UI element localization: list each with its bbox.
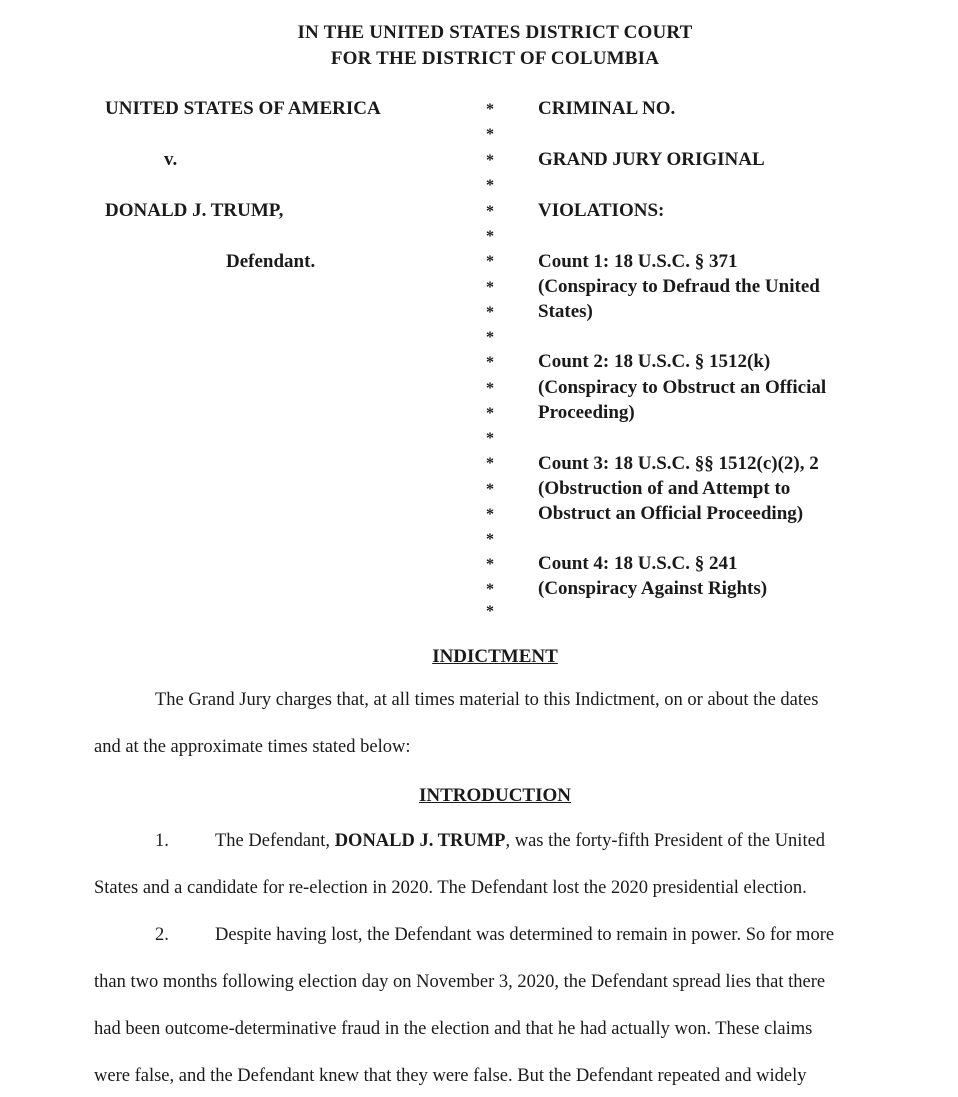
caption-star: * [486,603,494,620]
count-2-description: (Conspiracy to Obstruct an Official [538,377,827,398]
caption-plaintiff: UNITED STATES OF AMERICA [105,98,381,119]
caption-star: * [486,329,494,346]
caption-star: * [486,279,494,296]
caption-versus: v. [164,149,178,170]
caption-star: * [486,581,494,598]
paragraph-2-line-2: than two months following election day on November 3, 2020, the Defendant spread lies that there [94,972,826,992]
caption-star: * [486,354,494,371]
caption-star: * [486,228,494,245]
caption-violations-label: VIOLATIONS: [538,200,665,221]
introduction-heading: INTRODUCTION [418,785,572,806]
caption-star: * [486,455,494,472]
caption-star: * [486,481,494,498]
count-1-description: (Conspiracy to Defraud the United [538,276,820,297]
paragraph-1-post: , was the forty-fifth President of the United [505,831,826,851]
count-3-description-cont: Obstruct an Official Proceeding) [538,503,804,524]
paragraph-1-line-1 [155,831,825,852]
count-2-description-cont: Proceeding) [538,402,635,423]
count-1-statute: Count 1: 18 U.S.C. § 371 [538,251,738,272]
court-name: IN THE UNITED STATES DISTRICT COURT [297,22,693,43]
count-1-description-cont: States) [538,301,593,322]
count-3-statute: Count 3: 18 U.S.C. §§ 1512(c)(2), 2 [538,453,819,474]
caption-star: * [486,304,494,321]
caption-defendant-label: Defendant. [226,251,316,272]
indictment-text-line-2: and at the approximate times stated below: [94,737,411,757]
paragraph-number: 1. [155,831,169,851]
paragraph-1-pre: The Defendant, [215,831,335,851]
caption-defendant-name: DONALD J. TRUMP, [105,200,284,221]
court-district: FOR THE DISTRICT OF COLUMBIA [330,48,660,69]
paragraph-2-line-3: had been outcome-determinative fraud in the election and that he had actually won. These claims [94,1019,813,1039]
paragraph-1-line-2: States and a candidate for re-election in 2020. The Defendant lost the 2020 presidential election. [94,878,807,898]
caption-star: * [486,126,494,143]
paragraph-2-text: Despite having lost, the Defendant was determined to remain in power. So for more [215,925,835,945]
defendant-name-bold: DONALD J. TRUMP [334,831,506,851]
caption-star: * [486,380,494,397]
indictment-text-line-1: The Grand Jury charges that, at all times material to this Indictment, on or about the dates [155,690,819,710]
count-3-description: (Obstruction of and Attempt to [538,478,791,499]
caption-star: * [486,253,494,270]
caption-criminal-no: CRIMINAL NO. [538,98,676,119]
caption-star: * [486,203,494,220]
caption-star: * [486,430,494,447]
caption-star: * [486,506,494,523]
paragraph-number: 2. [155,925,169,945]
caption-star: * [486,152,494,169]
count-2-statute: Count 2: 18 U.S.C. § 1512(k) [538,351,771,372]
caption-star: * [486,101,494,118]
caption-star: * [486,177,494,194]
count-4-statute: Count 4: 18 U.S.C. § 241 [538,553,738,574]
indictment-heading: INDICTMENT [432,646,558,667]
caption-grand-jury: GRAND JURY ORIGINAL [538,149,765,170]
paragraph-2-line-1 [155,925,834,946]
count-4-description: (Conspiracy Against Rights) [538,578,768,599]
paragraph-2-line-4: were false, and the Defendant knew that they were false. But the Defendant repeated and widely [94,1066,807,1086]
caption-star: * [486,531,494,548]
caption-star: * [486,556,494,573]
caption-star: * [486,405,494,422]
